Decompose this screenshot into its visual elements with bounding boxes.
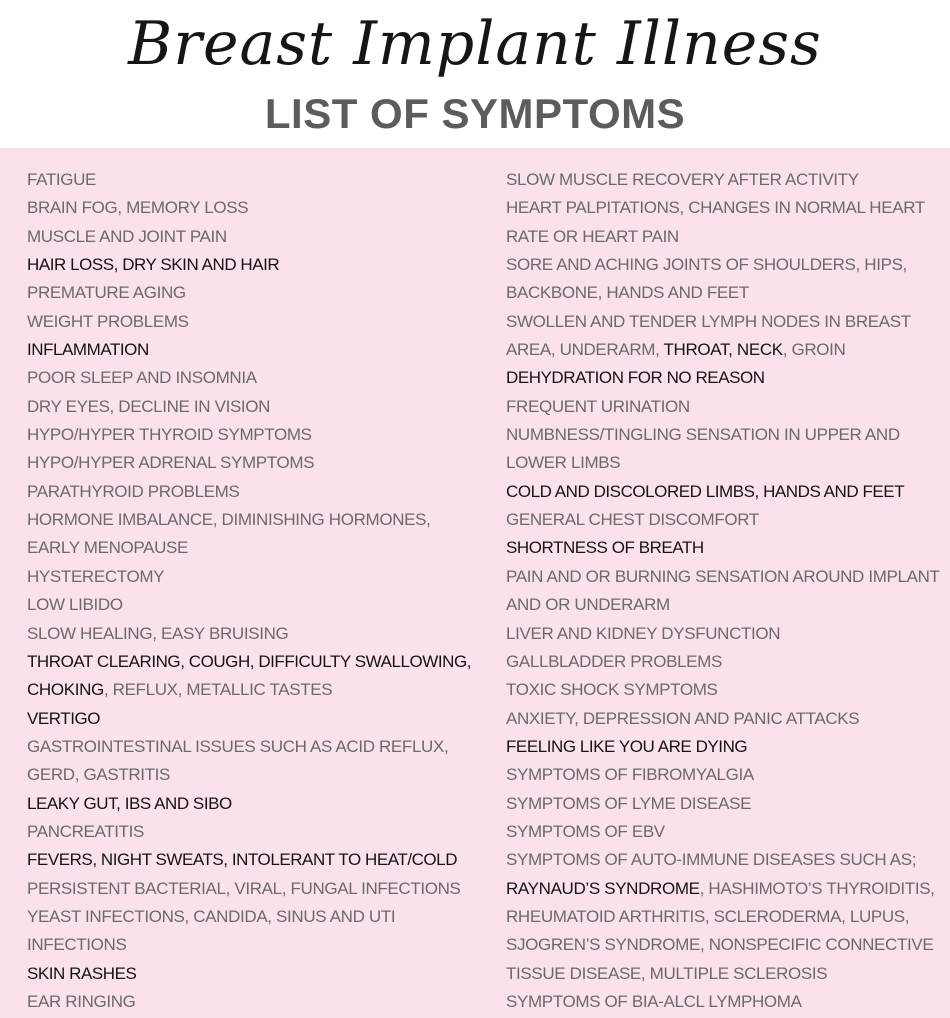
symptom-line: SHORTNESS OF BREATH: [506, 538, 704, 558]
list-heading: LIST OF SYMPTOMS: [264, 90, 686, 137]
symptom-line: HAIR LOSS, DRY SKIN AND HAIR: [27, 255, 280, 275]
symptom-line: SYMPTOMS OF BIA-ALCL LYMPHOMA: [506, 991, 802, 1011]
symptom-line: BACKBONE, HANDS AND FEET: [506, 283, 749, 303]
symptom-text: , REFLUX, METALLIC TASTES: [103, 680, 333, 700]
symptom-line: MUSCLE AND JOINT PAIN: [27, 226, 227, 246]
symptom-line: GERD, GASTRITIS: [27, 765, 171, 785]
symptom-line: SORE AND ACHING JOINTS OF SHOULDERS, HIPS,: [506, 255, 907, 275]
symptom-line: HEART PALPITATIONS, CHANGES IN NORMAL HEART: [506, 198, 925, 218]
symptom-line: RHEUMATOID ARTHRITIS, SCLERODERMA, LUPUS,: [506, 906, 910, 926]
symptom-line: [506, 875, 946, 903]
poster-header: [0, 0, 950, 148]
symptom-line: LOW LIBIDO: [27, 595, 123, 615]
symptom-line: HORMONE IMBALANCE, DIMINISHING HORMONES,: [27, 510, 431, 530]
symptom-line: AND OR UNDERARM: [506, 595, 670, 615]
symptom-line: LOWER LIMBS: [506, 453, 621, 473]
symptom-line: YEAST INFECTIONS, CANDIDA, SINUS AND UTI: [27, 906, 396, 926]
symptom-line: PANCREATITIS: [27, 821, 145, 841]
symptom-line: SKIN RASHES: [27, 963, 137, 983]
symptom-line: LIVER AND KIDNEY DYSFUNCTION: [506, 623, 781, 643]
symptom-line: GASTROINTESTINAL ISSUES SUCH AS ACID REFLUX,: [27, 736, 449, 756]
symptom-line: GENERAL CHEST DISCOMFORT: [506, 510, 759, 530]
symptom-text: AREA, UNDERARM,: [506, 340, 664, 360]
symptom-line: PAIN AND OR BURNING SENSATION AROUND IMPLANT: [506, 566, 940, 586]
symptom-line: SLOW HEALING, EASY BRUISING: [27, 623, 289, 643]
symptom-line: TISSUE DISEASE, MULTIPLE SCLEROSIS: [506, 963, 828, 983]
symptom-line: [506, 336, 946, 364]
symptom-line: GALLBLADDER PROBLEMS: [506, 651, 722, 671]
symptom-text: , GROIN: [782, 340, 846, 360]
symptom-line: THROAT CLEARING, COUGH, DIFFICULTY SWALLOWING,: [27, 651, 472, 671]
symptom-line: SLOW MUSCLE RECOVERY AFTER ACTIVITY: [506, 170, 859, 189]
symptom-line: NUMBNESS/TINGLING SENSATION IN UPPER AND: [506, 425, 900, 445]
symptom-line: POOR SLEEP AND INSOMNIA: [27, 368, 257, 388]
symptom-line: DRY EYES, DECLINE IN VISION: [27, 396, 271, 416]
symptom-line: PREMATURE AGING: [27, 283, 186, 303]
symptom-line: HYSTERECTOMY: [27, 566, 165, 586]
symptom-line: SYMPTOMS OF AUTO-IMMUNE DISEASES SUCH AS;: [506, 850, 917, 870]
symptom-emphasis: RAYNAUD’S SYNDROME: [506, 878, 700, 898]
symptom-line: FEVERS, NIGHT SWEATS, INTOLERANT TO HEAT/COLD: [27, 850, 458, 870]
symptom-text: , HASHIMOTO’S THYROIDITIS,: [699, 878, 935, 898]
symptom-line: LEAKY GUT, IBS AND SIBO: [27, 793, 232, 813]
script-title: Breast Implant Illness: [128, 9, 822, 79]
symptom-emphasis: CHOKING: [27, 680, 104, 700]
symptoms-column-right: [506, 166, 946, 1016]
symptom-line: INFECTIONS: [27, 935, 127, 955]
symptom-line: PARATHYROID PROBLEMS: [27, 481, 240, 501]
symptom-line: COLD AND DISCOLORED LIMBS, HANDS AND FEET: [506, 481, 905, 501]
symptom-line: PERSISTENT BACTERIAL, VIRAL, FUNGAL INFECTIONS: [27, 878, 461, 898]
symptoms-column-left: [27, 166, 477, 1016]
symptom-line: FATIGUE: [27, 170, 97, 189]
symptom-line: SJOGREN’S SYNDROME, NONSPECIFIC CONNECTIVE: [506, 935, 934, 955]
symptom-line: WEIGHT PROBLEMS: [27, 311, 189, 331]
symptom-line: ANXIETY, DEPRESSION AND PANIC ATTACKS: [506, 708, 860, 728]
symptom-line: VERTIGO: [27, 708, 101, 728]
symptom-line: RATE OR HEART PAIN: [506, 226, 679, 246]
symptom-line: BRAIN FOG, MEMORY LOSS: [27, 198, 249, 218]
symptom-line: INFLAMMATION: [27, 340, 149, 360]
symptom-line: HYPO/HYPER THYROID SYMPTOMS: [27, 425, 312, 445]
symptom-line: FREQUENT URINATION: [506, 396, 690, 416]
symptom-line: SWOLLEN AND TENDER LYMPH NODES IN BREAST: [506, 311, 911, 331]
symptom-line: SYMPTOMS OF FIBROMYALGIA: [506, 765, 754, 785]
symptom-line: SYMPTOMS OF EBV: [506, 821, 665, 841]
symptom-line: FEELING LIKE YOU ARE DYING: [506, 736, 748, 756]
symptoms-panel: [0, 148, 950, 1018]
symptom-line: TOXIC SHOCK SYMPTOMS: [506, 680, 718, 700]
symptom-line: DEHYDRATION FOR NO REASON: [506, 368, 765, 388]
symptom-line: EARLY MENOPAUSE: [27, 538, 189, 558]
symptom-line: SYMPTOMS OF LYME DISEASE: [506, 793, 752, 813]
symptom-line: EAR RINGING: [27, 991, 136, 1011]
symptom-emphasis: THROAT, NECK: [663, 340, 783, 360]
symptom-line: HYPO/HYPER ADRENAL SYMPTOMS: [27, 453, 315, 473]
symptom-line: [27, 676, 477, 704]
